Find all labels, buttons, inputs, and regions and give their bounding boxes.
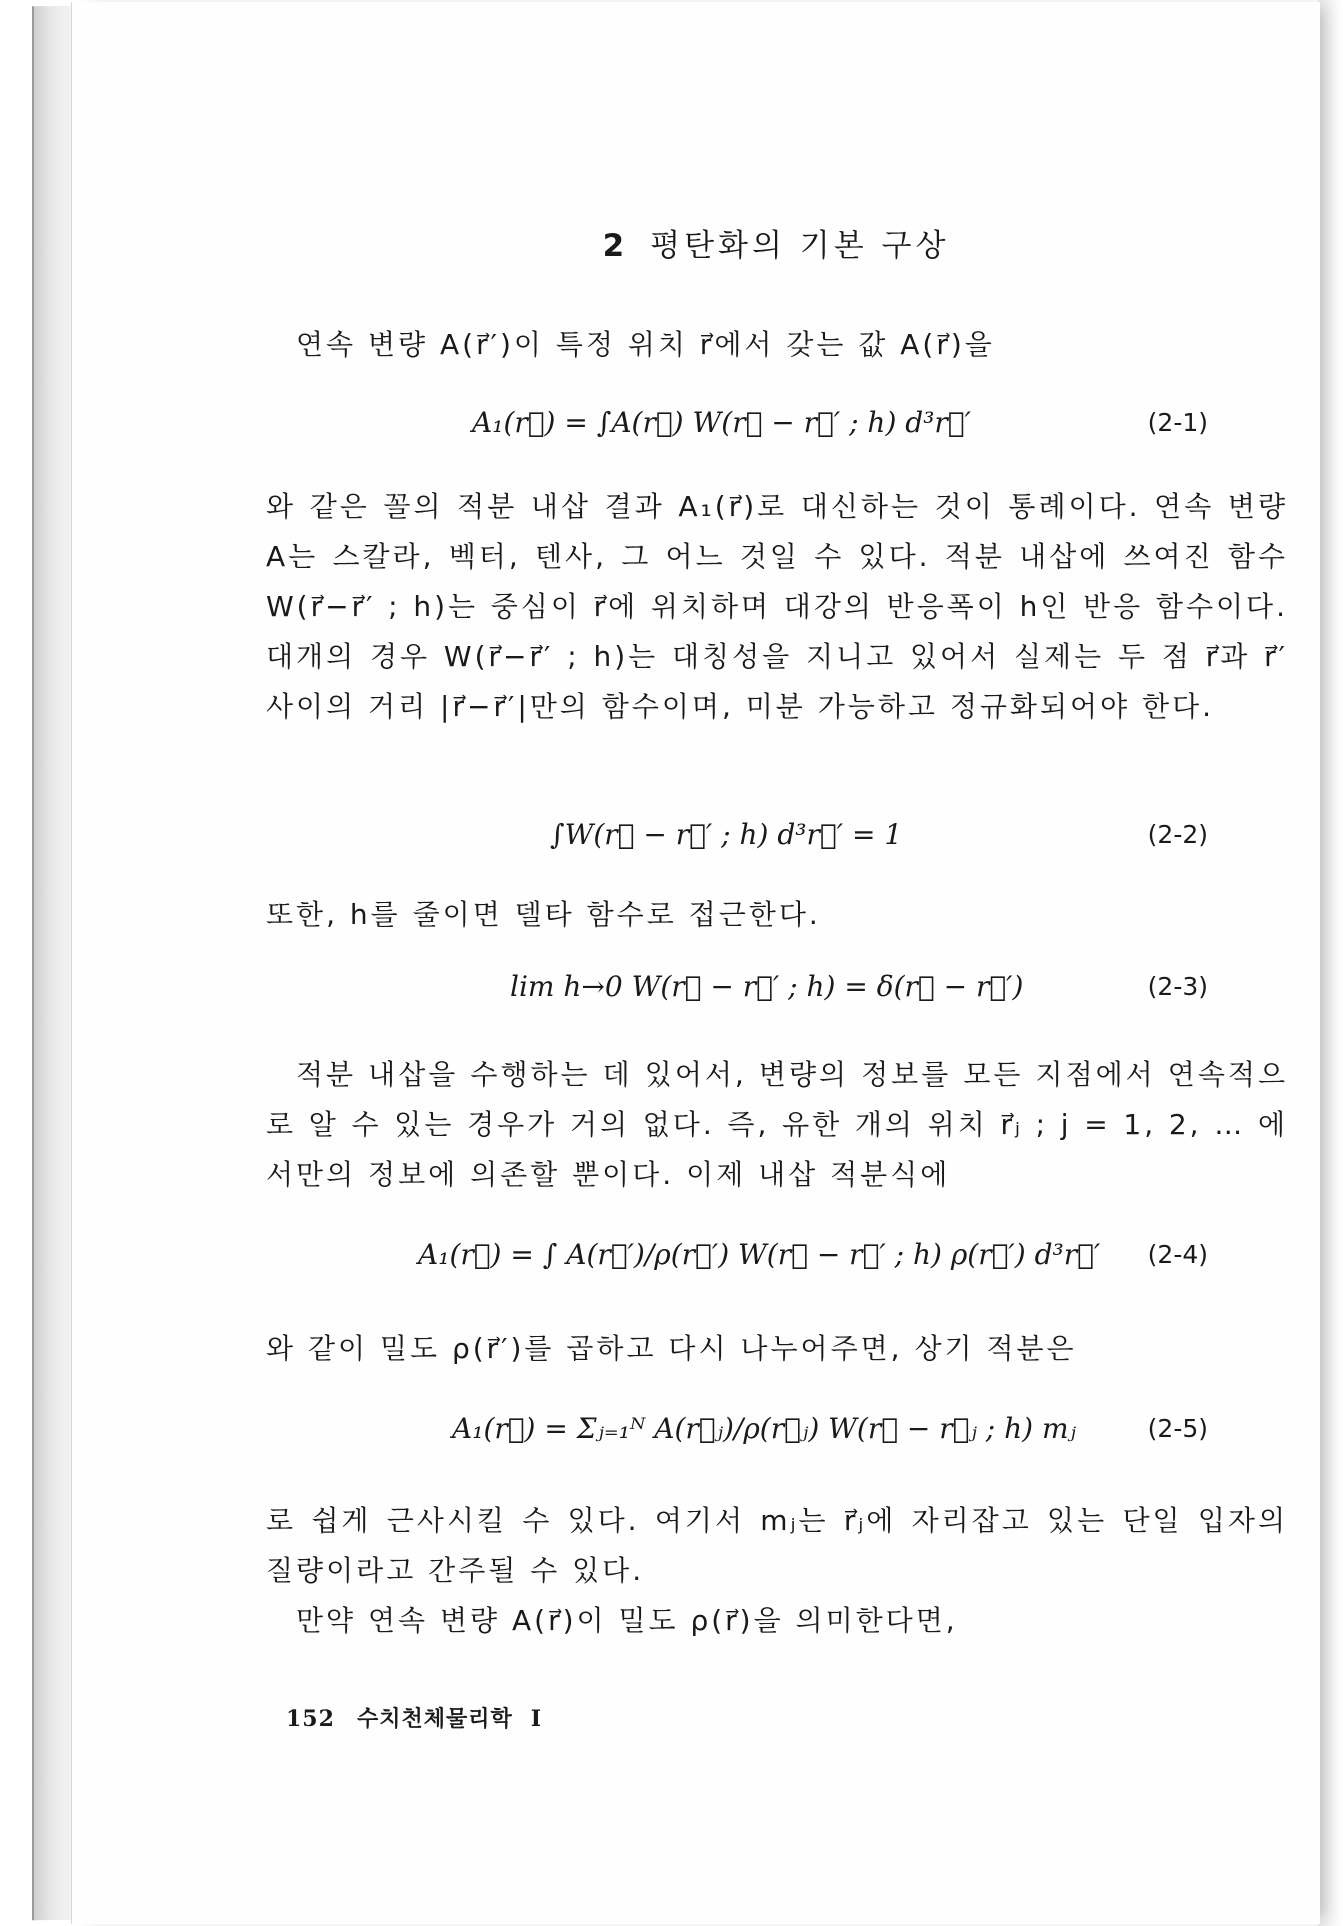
paragraph-7: 만약 연속 변량 A(r⃗)이 밀도 ρ(r⃗)을 의미한다면,	[296, 1604, 958, 1637]
equation-2-4	[72, 1228, 1320, 1298]
equation-expression: A₁(r⃗) = ∫A(r⃗) W(r⃗ − r⃗′ ; h) d³r⃗′	[472, 406, 971, 439]
book-spine-edge	[32, 6, 76, 1920]
page-number: 152	[286, 1706, 335, 1732]
equation-expression: A₁(r⃗) = ∫ A(r⃗′)/ρ(r⃗′) W(r⃗ − r⃗′ ; h) ρ(r⃗′) d³r⃗′	[418, 1238, 1101, 1271]
book-volume: I	[530, 1706, 542, 1732]
section-number: 2	[602, 228, 629, 264]
paragraph-4: 적분 내삽을 수행하는 데 있어서, 변량의 정보를 모든 지점에서 연속적으로 알 수 있는 경우가 거의 없다. 즉, 유한 개의 위치 r⃗ⱼ ; j = 1, 2, … 에서만의 정보에 의존할 뿐이다. 이제 내삽 적분식에	[266, 1058, 1288, 1191]
equation-label: (2-3)	[1147, 972, 1208, 1001]
equation-label: (2-5)	[1147, 1414, 1208, 1443]
paragraph-2: 와 같은 꼴의 적분 내삽 결과 A₁(r⃗)로 대신하는 것이 통례이다. 연속 변량 A는 스칼라, 벡터, 텐사, 그 어느 것일 수 있다. 적분 내삽에 쓰여진 함수 W(r⃗−r⃗′ ; h)는 중심이 r⃗에 위치하며 대강의 반응폭이 h인 반응 함수이다. 대개의 경우 W(r⃗−r⃗′ ; h)는 대칭성을 지니고 있어서 실제는 두 점 r⃗과 r⃗′ 사이의 거리 |r⃗−r⃗′|만의 함수이며, 미분 가능하고 정규화되어야 한다.	[266, 490, 1288, 723]
book-page	[72, 2, 1320, 1924]
equation-label: (2-4)	[1147, 1240, 1208, 1269]
equation-expression: ∫W(r⃗ − r⃗′ ; h) d³r⃗′ = 1	[550, 818, 903, 851]
equation-2-2	[72, 808, 1320, 878]
section-title: 평탄화의 기본 구상	[650, 228, 950, 264]
paragraph-5: 와 같이 밀도 ρ(r⃗′)를 곱하고 다시 나누어주면, 상기 적분은	[266, 1332, 1077, 1365]
equation-expression: A₁(r⃗) = Σⱼ₌₁ᴺ A(r⃗ⱼ)/ρ(r⃗ⱼ) W(r⃗ − r⃗ⱼ ; h) mⱼ	[452, 1412, 1076, 1445]
book-title: 수치천체물리학	[356, 1707, 513, 1732]
equation-expression: lim h→0 W(r⃗ − r⃗′ ; h) = δ(r⃗ − r⃗′)	[510, 970, 1024, 1003]
page-content	[72, 2, 1320, 1924]
equation-label: (2-2)	[1147, 820, 1208, 849]
paragraph-6: 로 쉽게 근사시킬 수 있다. 여기서 mⱼ는 r⃗ⱼ에 자리잡고 있는 단일 입자의 질량이라고 간주될 수 있다.	[266, 1504, 1288, 1587]
equation-2-1	[72, 396, 1320, 466]
equation-2-5	[72, 1402, 1320, 1472]
paragraph-3: 또한, h를 줄이면 델타 함수로 접근한다.	[266, 898, 821, 931]
equation-label: (2-1)	[1147, 408, 1208, 437]
equation-2-3	[72, 960, 1320, 1030]
section-heading	[72, 220, 1320, 265]
page-right-shadow	[1318, 0, 1343, 1926]
paragraph-1: 연속 변량 A(r⃗′)이 특정 위치 r⃗에서 갖는 값 A(r⃗)을	[296, 328, 995, 361]
page-footer	[286, 1702, 542, 1733]
